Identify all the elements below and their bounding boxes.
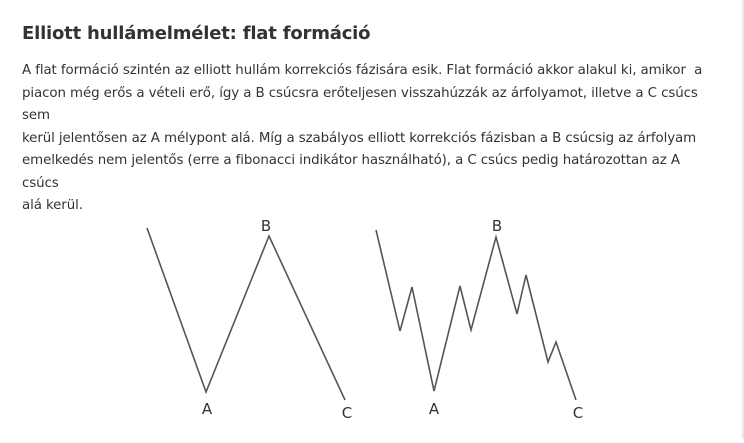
simple-flat-wave-line <box>147 228 345 400</box>
simple-flat-chart <box>147 217 352 422</box>
detailed-flat-chart <box>376 217 583 422</box>
simple-flat-label-b: B <box>260 217 272 235</box>
paragraph-line-4: emelkedés nem jelentős (erre a fibonacci indikátor használható), a C csúcs pedig határozottan az A csúcs <box>22 153 685 191</box>
detailed-flat-label-a: A <box>428 400 440 418</box>
simple-flat-label-a: A <box>201 400 213 418</box>
detailed-flat-wave-line <box>376 230 576 400</box>
paragraph-line-3: kerül jelentősen az A mélypont alá. Míg a szabályos elliott korrekciós fázisban a B csúcsig az árfolyam <box>22 130 697 146</box>
detailed-flat-label-b: B <box>491 217 503 235</box>
flat-formation-diagram <box>0 200 744 439</box>
flat-formation-figure <box>0 200 744 439</box>
detailed-flat-label-c: C <box>572 404 584 422</box>
paragraph-line-1: A flat formáció szintén az elliott hullám korrekciós fázisára esik. Flat formáció akkor alakul ki, amikor a <box>22 63 703 78</box>
simple-flat-label-c: C <box>341 404 353 422</box>
paragraph-line-5: alá kerül. <box>22 198 83 213</box>
paragraph-line-2: piacon még erős a vételi erő, így a B csúcsra erőteljesen visszahúzzák az árfolyamot, illetve a C csúcs sem <box>22 85 702 123</box>
article-paragraph <box>22 60 712 218</box>
article-title: Elliott hullámelmélet: flat formáció <box>22 23 371 44</box>
article <box>22 22 712 218</box>
